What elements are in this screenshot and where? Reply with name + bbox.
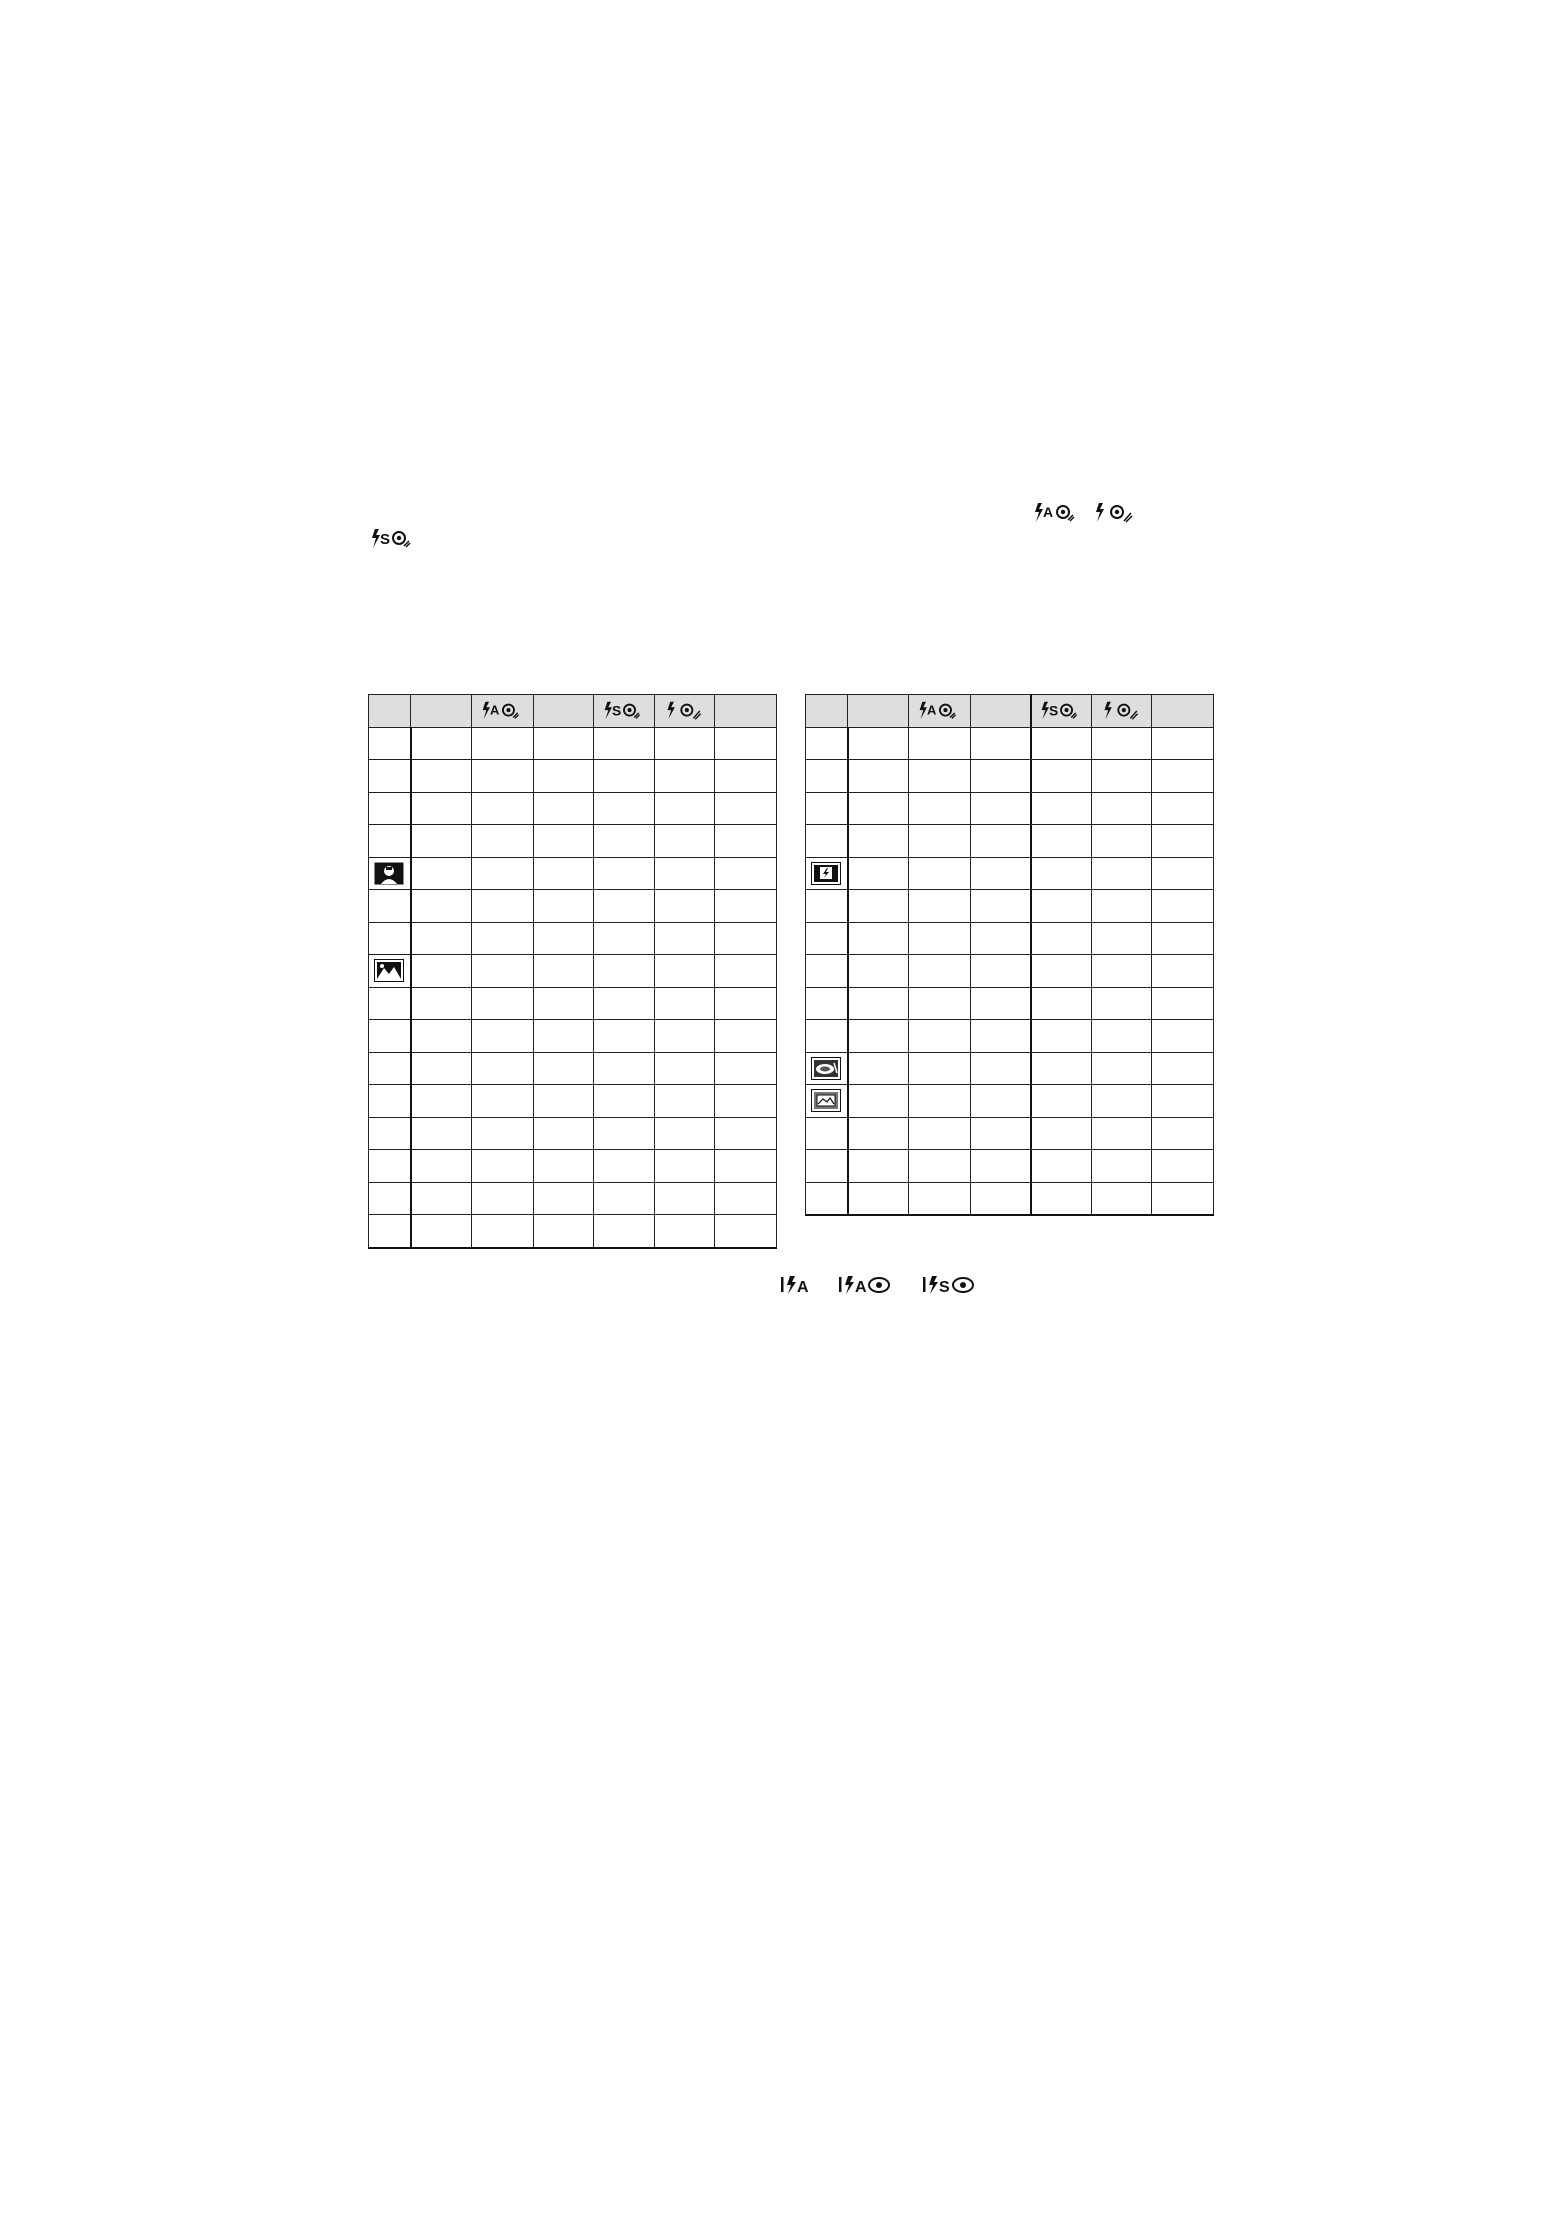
table-cell bbox=[533, 922, 594, 955]
svg-text:A: A bbox=[797, 1279, 809, 1296]
table-row bbox=[369, 1052, 777, 1085]
table-cell bbox=[1031, 1085, 1092, 1118]
table-cell bbox=[848, 760, 909, 793]
table-cell bbox=[654, 955, 715, 988]
flash-settings-table-right bbox=[805, 694, 1214, 1216]
table-row bbox=[369, 1117, 777, 1150]
table-cell bbox=[1031, 1182, 1092, 1215]
table-cell bbox=[594, 922, 655, 955]
scene-cell bbox=[369, 987, 411, 1020]
table-cell bbox=[411, 792, 472, 825]
header-cell bbox=[654, 695, 715, 728]
table-cell bbox=[848, 1020, 909, 1053]
table-cell bbox=[411, 890, 472, 923]
table-row bbox=[806, 1150, 1214, 1183]
table-cell bbox=[1031, 890, 1092, 923]
header-cell bbox=[1152, 695, 1214, 728]
svg-text:S: S bbox=[939, 1279, 950, 1296]
scene-cell bbox=[806, 1020, 848, 1053]
table-cell bbox=[472, 987, 534, 1020]
header-cell bbox=[411, 695, 472, 728]
table-cell bbox=[411, 1085, 472, 1118]
intelligent-flash-auto-icon bbox=[780, 1274, 814, 1301]
table-row bbox=[369, 825, 777, 858]
table-cell bbox=[715, 1150, 777, 1183]
table-cell bbox=[533, 760, 594, 793]
table-cell bbox=[848, 987, 909, 1020]
table-cell bbox=[970, 825, 1031, 858]
flash-auto-redeye-slow-icon bbox=[1033, 500, 1079, 531]
table-cell bbox=[594, 1150, 655, 1183]
table-row bbox=[806, 890, 1214, 923]
flash-slow-redeye-icon bbox=[1038, 699, 1084, 723]
table-cell bbox=[1152, 955, 1214, 988]
flash-settings-table-left bbox=[368, 694, 777, 1249]
table-cell bbox=[715, 955, 777, 988]
table-cell bbox=[1091, 727, 1152, 760]
table-cell bbox=[654, 857, 715, 890]
header-cell bbox=[594, 695, 655, 728]
table-cell bbox=[715, 890, 777, 923]
table-cell bbox=[909, 857, 971, 890]
photo-frame-scene-icon bbox=[811, 1089, 841, 1112]
table-cell bbox=[411, 987, 472, 1020]
table-cell bbox=[654, 1117, 715, 1150]
table-row bbox=[369, 1020, 777, 1053]
table-cell bbox=[909, 922, 971, 955]
table-cell bbox=[594, 1085, 655, 1118]
header-cell bbox=[848, 695, 909, 728]
scene-cell bbox=[806, 1052, 848, 1085]
table-row bbox=[806, 922, 1214, 955]
table-cell bbox=[654, 760, 715, 793]
table-cell bbox=[1031, 1150, 1092, 1183]
table-cell bbox=[594, 1117, 655, 1150]
table-cell bbox=[715, 1052, 777, 1085]
table-cell bbox=[715, 792, 777, 825]
table-row bbox=[369, 727, 777, 760]
table-cell bbox=[472, 1085, 534, 1118]
table-cell bbox=[1152, 1052, 1214, 1085]
scene-cell bbox=[806, 987, 848, 1020]
table-cell bbox=[1091, 922, 1152, 955]
table-cell bbox=[533, 955, 594, 988]
table-cell bbox=[715, 1085, 777, 1118]
table-row bbox=[806, 792, 1214, 825]
table-cell bbox=[411, 760, 472, 793]
table-cell bbox=[411, 1020, 472, 1053]
table-cell bbox=[533, 987, 594, 1020]
table-cell bbox=[594, 955, 655, 988]
table-cell bbox=[594, 1020, 655, 1053]
header-cell bbox=[533, 695, 594, 728]
table-cell bbox=[1152, 1182, 1214, 1215]
table-cell bbox=[1031, 955, 1092, 988]
header-cell bbox=[1091, 695, 1152, 728]
header-cell bbox=[472, 695, 534, 728]
table-cell bbox=[1152, 1085, 1214, 1118]
scene-cell bbox=[369, 792, 411, 825]
table-cell bbox=[654, 987, 715, 1020]
table-cell bbox=[472, 1117, 534, 1150]
table-cell bbox=[909, 1020, 971, 1053]
table-cell bbox=[411, 825, 472, 858]
table-cell bbox=[1152, 890, 1214, 923]
table-cell bbox=[1031, 922, 1092, 955]
food-scene-icon bbox=[811, 1057, 841, 1080]
table-body bbox=[806, 727, 1214, 1215]
table-cell bbox=[472, 890, 534, 923]
table-header-row bbox=[806, 695, 1214, 728]
svg-text:S: S bbox=[611, 702, 622, 719]
table-cell bbox=[533, 792, 594, 825]
table-cell bbox=[715, 987, 777, 1020]
table-cell bbox=[472, 1215, 534, 1248]
table-cell bbox=[1091, 1182, 1152, 1215]
header-cell bbox=[970, 695, 1031, 728]
table-cell bbox=[715, 760, 777, 793]
header-cell bbox=[909, 695, 971, 728]
scene-cell bbox=[369, 1052, 411, 1085]
table-cell bbox=[654, 727, 715, 760]
table-cell bbox=[411, 1150, 472, 1183]
table-cell bbox=[715, 1117, 777, 1150]
table-cell bbox=[1091, 760, 1152, 793]
table-cell bbox=[594, 1182, 655, 1215]
table-cell bbox=[909, 760, 971, 793]
table-cell bbox=[594, 857, 655, 890]
table-cell bbox=[594, 1052, 655, 1085]
intelligent-flash-auto-redeye-icon bbox=[838, 1274, 894, 1301]
table-cell bbox=[970, 922, 1031, 955]
table-cell bbox=[1091, 890, 1152, 923]
svg-text:A: A bbox=[1043, 504, 1054, 520]
table-cell bbox=[472, 1020, 534, 1053]
table-cell bbox=[411, 857, 472, 890]
table-cell bbox=[970, 1085, 1031, 1118]
table-row bbox=[806, 1182, 1214, 1215]
table-row bbox=[806, 857, 1214, 890]
table-cell bbox=[848, 825, 909, 858]
table-cell bbox=[472, 955, 534, 988]
table-cell bbox=[533, 1020, 594, 1053]
svg-text:A: A bbox=[855, 1279, 867, 1296]
svg-text:A: A bbox=[927, 702, 937, 718]
table-cell bbox=[594, 727, 655, 760]
scene-cell bbox=[806, 1150, 848, 1183]
table-cell bbox=[715, 857, 777, 890]
table-cell bbox=[970, 1150, 1031, 1183]
table-row bbox=[806, 1085, 1214, 1118]
table-cell bbox=[654, 922, 715, 955]
table-cell bbox=[654, 890, 715, 923]
table-cell bbox=[411, 1052, 472, 1085]
table-cell bbox=[654, 1182, 715, 1215]
table-cell bbox=[1091, 1020, 1152, 1053]
table-cell bbox=[1152, 922, 1214, 955]
table-cell bbox=[411, 727, 472, 760]
scene-cell bbox=[369, 727, 411, 760]
table-row bbox=[806, 955, 1214, 988]
flash-on-redeye-slow-icon bbox=[1099, 699, 1145, 723]
flash-slow-redeye-icon bbox=[370, 526, 416, 557]
header-cell bbox=[369, 695, 411, 728]
scene-cell bbox=[806, 727, 848, 760]
table-row bbox=[369, 1182, 777, 1215]
table-cell bbox=[533, 1052, 594, 1085]
table-cell bbox=[1031, 857, 1092, 890]
table-cell bbox=[472, 1182, 534, 1215]
table-cell bbox=[1031, 760, 1092, 793]
table-cell bbox=[848, 1052, 909, 1085]
flash-slow-redeye-icon bbox=[601, 699, 647, 723]
table-cell bbox=[848, 1085, 909, 1118]
flash-auto-redeye-slow-icon bbox=[479, 699, 525, 723]
scene-cell bbox=[806, 1085, 848, 1118]
scene-cell bbox=[369, 1215, 411, 1248]
table-cell bbox=[848, 1182, 909, 1215]
header-cell bbox=[806, 695, 848, 728]
scene-cell bbox=[806, 1182, 848, 1215]
table-cell bbox=[472, 792, 534, 825]
table-cell bbox=[1152, 825, 1214, 858]
table-cell bbox=[654, 1215, 715, 1248]
scene-cell bbox=[806, 890, 848, 923]
scene-cell bbox=[369, 760, 411, 793]
table-cell bbox=[909, 987, 971, 1020]
table-cell bbox=[1091, 857, 1152, 890]
table-row bbox=[806, 1020, 1214, 1053]
table-cell bbox=[970, 1020, 1031, 1053]
table-cell bbox=[411, 1182, 472, 1215]
table-cell bbox=[848, 792, 909, 825]
scene-cell bbox=[806, 1117, 848, 1150]
table-cell bbox=[472, 727, 534, 760]
scene-cell bbox=[369, 922, 411, 955]
table-cell bbox=[848, 955, 909, 988]
scene-cell bbox=[369, 890, 411, 923]
table-row bbox=[369, 792, 777, 825]
svg-text:S: S bbox=[1049, 702, 1059, 719]
scene-cell bbox=[806, 825, 848, 858]
table-cell bbox=[594, 1215, 655, 1248]
table-cell bbox=[909, 1085, 971, 1118]
header-cell bbox=[1031, 695, 1092, 728]
landscape-scene-icon bbox=[374, 959, 404, 982]
scene-cell bbox=[806, 955, 848, 988]
table-cell bbox=[848, 1117, 909, 1150]
table-cell bbox=[715, 1020, 777, 1053]
table-cell bbox=[533, 1117, 594, 1150]
table-cell bbox=[1091, 1150, 1152, 1183]
table-cell bbox=[1152, 1150, 1214, 1183]
svg-text:S: S bbox=[380, 531, 391, 548]
table-cell bbox=[848, 1150, 909, 1183]
table-cell bbox=[970, 955, 1031, 988]
table-cell bbox=[1031, 727, 1092, 760]
table-cell bbox=[654, 1052, 715, 1085]
table-cell bbox=[594, 890, 655, 923]
table-cell bbox=[909, 727, 971, 760]
table-row bbox=[369, 857, 777, 890]
table-cell bbox=[970, 727, 1031, 760]
table-cell bbox=[909, 1150, 971, 1183]
table-cell bbox=[1152, 1117, 1214, 1150]
table-row bbox=[806, 760, 1214, 793]
scene-cell bbox=[369, 1150, 411, 1183]
table-cell bbox=[1091, 825, 1152, 858]
table-row bbox=[369, 1085, 777, 1118]
table-cell bbox=[472, 1150, 534, 1183]
table-cell bbox=[533, 1085, 594, 1118]
table-cell bbox=[1152, 792, 1214, 825]
header-cell bbox=[715, 695, 777, 728]
table-cell bbox=[411, 955, 472, 988]
table-header-row bbox=[369, 695, 777, 728]
table-row bbox=[806, 1052, 1214, 1085]
table-cell bbox=[654, 1085, 715, 1118]
portrait-scene-icon bbox=[374, 862, 404, 885]
table-cell bbox=[533, 1182, 594, 1215]
table-cell bbox=[1152, 1020, 1214, 1053]
table-cell bbox=[654, 1020, 715, 1053]
table-cell bbox=[594, 987, 655, 1020]
table-row bbox=[806, 727, 1214, 760]
table-row bbox=[369, 1215, 777, 1248]
table-cell bbox=[533, 727, 594, 760]
table-cell bbox=[1152, 727, 1214, 760]
table-cell bbox=[594, 825, 655, 858]
table-cell bbox=[472, 857, 534, 890]
table-cell bbox=[1091, 955, 1152, 988]
table-cell bbox=[654, 825, 715, 858]
flash-scene-icon bbox=[811, 862, 841, 885]
table-cell bbox=[472, 922, 534, 955]
table-cell bbox=[715, 1215, 777, 1248]
table-row bbox=[369, 1150, 777, 1183]
table-cell bbox=[472, 1052, 534, 1085]
table-cell bbox=[1091, 987, 1152, 1020]
table-cell bbox=[909, 825, 971, 858]
table-cell bbox=[909, 1182, 971, 1215]
scene-cell bbox=[806, 857, 848, 890]
table-cell bbox=[970, 792, 1031, 825]
table-cell bbox=[1091, 1052, 1152, 1085]
table-cell bbox=[970, 857, 1031, 890]
scene-cell bbox=[369, 825, 411, 858]
table-cell bbox=[472, 825, 534, 858]
table-cell bbox=[970, 890, 1031, 923]
table-row bbox=[806, 987, 1214, 1020]
scene-cell bbox=[369, 1085, 411, 1118]
table-cell bbox=[1031, 825, 1092, 858]
table-row bbox=[369, 760, 777, 793]
intelligent-flash-slow-redeye-icon bbox=[922, 1274, 978, 1301]
table-cell bbox=[1031, 1052, 1092, 1085]
flash-auto-redeye-slow-icon bbox=[916, 699, 962, 723]
table-cell bbox=[1031, 1020, 1092, 1053]
table-cell bbox=[848, 857, 909, 890]
scene-cell bbox=[806, 792, 848, 825]
scene-cell bbox=[369, 1182, 411, 1215]
table-cell bbox=[909, 792, 971, 825]
scene-cell bbox=[806, 760, 848, 793]
scene-cell bbox=[369, 1020, 411, 1053]
table-cell bbox=[533, 1150, 594, 1183]
table-row bbox=[369, 890, 777, 923]
table-row bbox=[806, 1117, 1214, 1150]
table-cell bbox=[848, 922, 909, 955]
table-row bbox=[369, 955, 777, 988]
table-cell bbox=[472, 760, 534, 793]
table-cell bbox=[1091, 792, 1152, 825]
table-cell bbox=[970, 1052, 1031, 1085]
table-cell bbox=[1031, 1117, 1092, 1150]
table-cell bbox=[909, 1117, 971, 1150]
table-cell bbox=[411, 1117, 472, 1150]
table-cell bbox=[594, 792, 655, 825]
table-cell bbox=[715, 922, 777, 955]
table-row bbox=[369, 987, 777, 1020]
table-cell bbox=[715, 727, 777, 760]
scene-cell bbox=[369, 857, 411, 890]
table-cell bbox=[411, 1215, 472, 1248]
table-cell bbox=[533, 825, 594, 858]
table-cell bbox=[970, 1182, 1031, 1215]
table-cell bbox=[909, 955, 971, 988]
scene-cell bbox=[806, 922, 848, 955]
table-cell bbox=[848, 890, 909, 923]
table-row bbox=[369, 922, 777, 955]
table-cell bbox=[909, 890, 971, 923]
table-cell bbox=[715, 1182, 777, 1215]
table-cell bbox=[970, 987, 1031, 1020]
table-body bbox=[369, 727, 777, 1248]
table-cell bbox=[1152, 857, 1214, 890]
svg-text:A: A bbox=[490, 702, 500, 718]
flash-on-redeye-slow-icon bbox=[662, 699, 708, 723]
table-cell bbox=[533, 890, 594, 923]
table-cell bbox=[533, 857, 594, 890]
table-cell bbox=[970, 1117, 1031, 1150]
table-cell bbox=[1091, 1085, 1152, 1118]
table-cell bbox=[1152, 987, 1214, 1020]
table-cell bbox=[1091, 1117, 1152, 1150]
table-cell bbox=[848, 727, 909, 760]
table-cell bbox=[1031, 987, 1092, 1020]
table-cell bbox=[1031, 792, 1092, 825]
table-row bbox=[806, 825, 1214, 858]
table-cell bbox=[533, 1215, 594, 1248]
flash-on-redeye-slow-icon bbox=[1092, 500, 1138, 531]
table-cell bbox=[909, 1052, 971, 1085]
table-cell bbox=[411, 922, 472, 955]
table-cell bbox=[715, 825, 777, 858]
table-cell bbox=[594, 760, 655, 793]
scene-cell bbox=[369, 955, 411, 988]
scene-cell bbox=[369, 1117, 411, 1150]
table-cell bbox=[1152, 760, 1214, 793]
table-cell bbox=[654, 1150, 715, 1183]
table-cell bbox=[970, 760, 1031, 793]
table-cell bbox=[654, 792, 715, 825]
